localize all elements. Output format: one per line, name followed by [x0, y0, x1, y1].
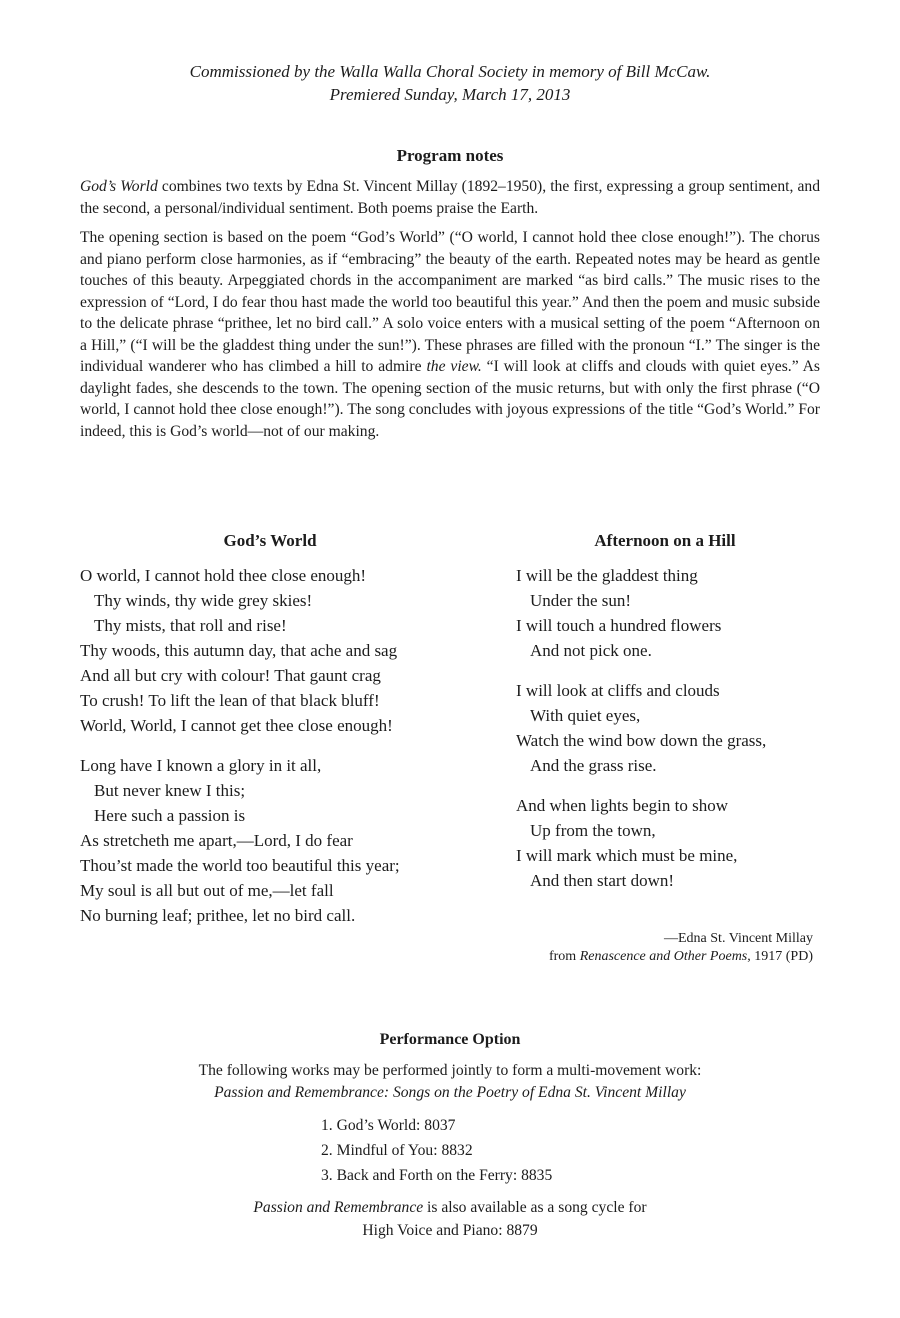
- poem-stanza: [516, 678, 766, 778]
- poem-line: I will be the gladdest thing: [516, 566, 698, 585]
- poem-line: Under the sun!: [530, 591, 632, 610]
- movement-list: [321, 1113, 552, 1188]
- poem-line: No burning leaf; prithee, let no bird call.: [80, 906, 356, 925]
- list-item: 1. God’s World: 8037: [321, 1117, 456, 1134]
- poem-line: Watch the wind bow down the grass,: [516, 731, 767, 750]
- performance-option-heading: Performance Option: [379, 1031, 521, 1048]
- poem-line: I will touch a hundred flowers: [516, 616, 722, 635]
- poem-line: And not pick one.: [530, 641, 652, 660]
- poem-line: Long have I known a glory in it all,: [80, 756, 322, 775]
- program-notes-body: [80, 176, 820, 450]
- poem-line: With quiet eyes,: [530, 706, 641, 725]
- poem-line: And all but cry with colour! That gaunt crag: [80, 666, 381, 685]
- poem-line: But never knew I this;: [94, 781, 246, 800]
- poem-gods-world: [80, 563, 400, 943]
- attribution-author: —Edna St. Vincent Millay: [664, 931, 813, 946]
- poem-line: Up from the town,: [530, 821, 656, 840]
- poem-line: My soul is all but out of me,—let fall: [80, 881, 334, 900]
- poem-line: And the grass rise.: [530, 756, 657, 775]
- poem-line: And when lights begin to show: [516, 796, 729, 815]
- poem-line: World, World, I cannot get thee close enough!: [80, 716, 393, 735]
- premiere-line: Premiered Sunday, March 17, 2013: [329, 85, 571, 104]
- poem-line: Thy mists, that roll and rise!: [94, 616, 287, 635]
- performance-intro-text: The following works may be performed jointly to form a multi-movement work:: [198, 1062, 702, 1079]
- poem-stanza: [80, 563, 400, 738]
- poem-title-afternoon-on-a-hill: Afternoon on a Hill: [594, 531, 736, 550]
- list-item: 2. Mindful of You: 8832: [321, 1142, 473, 1159]
- poem-line: I will look at cliffs and clouds: [516, 681, 720, 700]
- poem-line: To crush! To lift the lean of that black bluff!: [80, 691, 380, 710]
- poem-line: Thy winds, thy wide grey skies!: [94, 591, 313, 610]
- poem-line: Thy woods, this autumn day, that ache and sag: [80, 641, 398, 660]
- attribution-source: from Renascence and Other Poems, 1917 (PD): [548, 949, 813, 964]
- poem-line: Thou’st made the world too beautiful this year;: [80, 856, 400, 875]
- notes-paragraph: God’s World combines two texts by Edna St. Vincent Millay (1892–1950), the first, expressing a group sentiment, and the second, a personal/individual sentiment. Both poems praise the Earth.: [80, 178, 820, 217]
- poem-line: O world, I cannot hold thee close enough!: [80, 566, 367, 585]
- poem-stanza: [516, 563, 766, 663]
- poem-attribution: [470, 930, 813, 966]
- poem-title-gods-world: God’s World: [223, 531, 317, 550]
- poem-line: And then start down!: [530, 871, 675, 890]
- notes-work-title: God’s World: [80, 178, 158, 195]
- poem-line: I will mark which must be mine,: [516, 846, 738, 865]
- commission-line: Commissioned by the Walla Walla Choral Society in memory of Bill McCaw.: [189, 62, 711, 81]
- poem-line: As stretcheth me apart,—Lord, I do fear: [80, 831, 353, 850]
- program-notes-heading: Program notes: [396, 146, 504, 165]
- poem-stanza: [516, 793, 766, 893]
- notes-paragraph: The opening section is based on the poem “God’s World” (“O world, I cannot hold thee close enough!”). The chorus and piano perform close harmonies, as if “embracing” the beauty of the earth. Repeated notes may be heard as gentle touches of this beauty. Arpeggiated chords in the accompaniment are marked “as bird calls.” The music rises to the expression of “Lord, I do fear thou hast made the world too beautiful this year.” And then the poem and music subside to the delicate phrase “prithee, let no bird call.” A solo voice enters with a musical setting of the poem “Afternoon on a Hill,” (“I will be the gladdest thing under the sun!”). These phrases are filled with the pronoun “I.” The singer is the individual wanderer who has climbed a hill to admire the view. “I will look at cliffs and clouds with quiet eyes.” As daylight fades, she descends to the town. The opening section of the music returns, but with only the first phrase (“O world, I cannot hold thee close enough!”). The song concludes with joyous expressions of the title “God’s World.” For indeed, this is God’s world—not of our making.: [80, 229, 820, 440]
- song-cycle-note: Passion and Remembrance is also available as a song cycle for High Voice and Piano: 8879: [253, 1199, 647, 1239]
- commission-note: [0, 60, 900, 106]
- performance-intro: [0, 1060, 900, 1104]
- poem-afternoon-on-a-hill: [516, 563, 766, 908]
- poem-line: Here such a passion is: [94, 806, 246, 825]
- list-item: 3. Back and Forth on the Ferry: 8835: [321, 1167, 553, 1184]
- poem-stanza: [80, 753, 400, 928]
- collection-title: Passion and Remembrance: Songs on the Poetry of Edna St. Vincent Millay: [214, 1084, 686, 1101]
